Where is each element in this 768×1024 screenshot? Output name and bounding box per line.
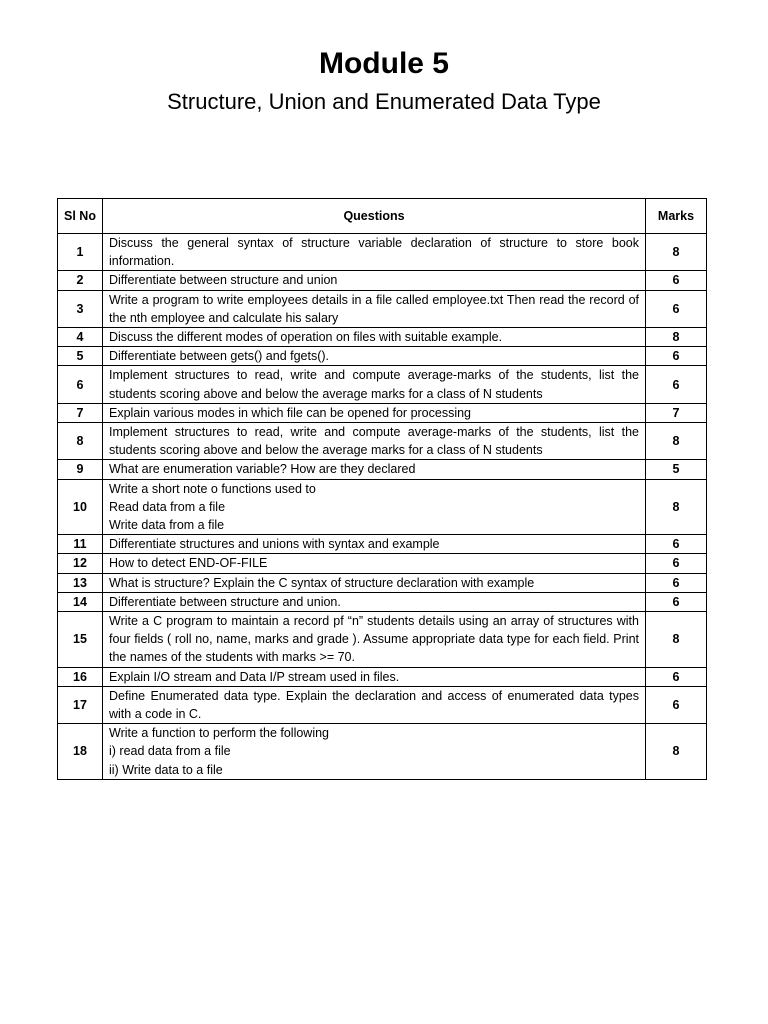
row-marks: 5 bbox=[646, 460, 707, 479]
question-text: Differentiate between structure and union. bbox=[103, 592, 646, 611]
row-marks: 6 bbox=[646, 686, 707, 723]
row-number: 13 bbox=[58, 573, 103, 592]
row-marks: 6 bbox=[646, 535, 707, 554]
table-row bbox=[58, 328, 707, 347]
header-questions: Questions bbox=[103, 199, 646, 234]
row-marks: 6 bbox=[646, 290, 707, 327]
table-row bbox=[58, 347, 707, 366]
question-line: Write a function to perform the following bbox=[109, 726, 330, 741]
table-row bbox=[58, 290, 707, 327]
question-text: Explain various modes in which file can be opened for processing bbox=[103, 403, 646, 422]
row-marks: 8 bbox=[646, 724, 707, 780]
question-text: Write a C program to maintain a record pf “n” students details using an array of structures with four fields ( roll no, name, marks and grade ). Assume appropriate data type for each field. Print the names of the students with marks >= 70. bbox=[103, 612, 646, 668]
row-marks: 6 bbox=[646, 592, 707, 611]
row-marks: 6 bbox=[646, 573, 707, 592]
row-number: 10 bbox=[58, 479, 103, 535]
row-number: 12 bbox=[58, 554, 103, 573]
row-number: 18 bbox=[58, 724, 103, 780]
row-number: 15 bbox=[58, 612, 103, 668]
row-marks: 8 bbox=[646, 423, 707, 460]
page-title: Module 5 bbox=[318, 47, 449, 80]
row-number: 3 bbox=[58, 290, 103, 327]
header-marks: Marks bbox=[646, 199, 707, 234]
table-row bbox=[58, 554, 707, 573]
header-sl-no: Sl No bbox=[58, 199, 103, 234]
table-row bbox=[58, 686, 707, 723]
question-text: Implement structures to read, write and compute average-marks of the students, list the students scoring above and below the average marks for a class of N students bbox=[103, 366, 646, 403]
row-number: 6 bbox=[58, 366, 103, 403]
table-row bbox=[58, 535, 707, 554]
row-number: 2 bbox=[58, 271, 103, 290]
row-number: 7 bbox=[58, 403, 103, 422]
question-line: Write data from a file bbox=[109, 518, 225, 533]
question-text: Explain I/O stream and Data I/P stream used in files. bbox=[103, 667, 646, 686]
row-marks: 8 bbox=[646, 328, 707, 347]
question-text: What is structure? Explain the C syntax of structure declaration with example bbox=[103, 573, 646, 592]
question-text: Discuss the general syntax of structure variable declaration of structure to store book information. bbox=[103, 234, 646, 271]
questions-table bbox=[57, 198, 707, 780]
row-marks: 8 bbox=[646, 479, 707, 535]
table-row bbox=[58, 573, 707, 592]
table-row bbox=[58, 724, 707, 780]
question-text: Implement structures to read, write and compute average-marks of the students, list the students scoring above and below the average marks for a class of N students bbox=[103, 423, 646, 460]
row-number: 16 bbox=[58, 667, 103, 686]
table-row bbox=[58, 366, 707, 403]
table-header-row bbox=[58, 199, 707, 234]
question-line: i) read data from a file bbox=[109, 744, 231, 759]
row-number: 4 bbox=[58, 328, 103, 347]
row-marks: 6 bbox=[646, 271, 707, 290]
question-line: Read data from a file bbox=[109, 499, 226, 514]
question-text: Discuss the different modes of operation on files with suitable example. bbox=[103, 328, 646, 347]
question-text: Write a program to write employees details in a file called employee.txt Then read the record of the nth employee and calculate his salary bbox=[103, 290, 646, 327]
question-text: Differentiate between structure and union bbox=[103, 271, 646, 290]
table-row bbox=[58, 667, 707, 686]
table-row bbox=[58, 271, 707, 290]
question-line: ii) Write data to a file bbox=[109, 762, 223, 777]
question-text: Differentiate structures and unions with syntax and example bbox=[103, 535, 646, 554]
row-marks: 7 bbox=[646, 403, 707, 422]
question-text: How to detect END-OF-FILE bbox=[103, 554, 646, 573]
table-row bbox=[58, 460, 707, 479]
table-row bbox=[58, 592, 707, 611]
row-number: 14 bbox=[58, 592, 103, 611]
row-marks: 6 bbox=[646, 554, 707, 573]
row-marks: 8 bbox=[646, 234, 707, 271]
question-text bbox=[103, 724, 646, 780]
question-line: Write a short note o functions used to bbox=[109, 481, 316, 496]
table-row bbox=[58, 479, 707, 535]
table-row bbox=[58, 612, 707, 668]
question-text bbox=[103, 479, 646, 535]
row-number: 11 bbox=[58, 535, 103, 554]
question-text: Differentiate between gets() and fgets(). bbox=[103, 347, 646, 366]
table-row bbox=[58, 234, 707, 271]
table-row bbox=[58, 403, 707, 422]
row-number: 1 bbox=[58, 234, 103, 271]
row-marks: 8 bbox=[646, 612, 707, 668]
row-marks: 6 bbox=[646, 667, 707, 686]
table-row bbox=[58, 423, 707, 460]
row-number: 17 bbox=[58, 686, 103, 723]
row-number: 8 bbox=[58, 423, 103, 460]
page-subtitle: Structure, Union and Enumerated Data Type bbox=[167, 89, 601, 114]
row-number: 5 bbox=[58, 347, 103, 366]
question-text: What are enumeration variable? How are they declared bbox=[103, 460, 646, 479]
row-marks: 6 bbox=[646, 366, 707, 403]
row-number: 9 bbox=[58, 460, 103, 479]
row-marks: 6 bbox=[646, 347, 707, 366]
question-text: Define Enumerated data type. Explain the declaration and access of enumerated data types with a code in C. bbox=[103, 686, 646, 723]
